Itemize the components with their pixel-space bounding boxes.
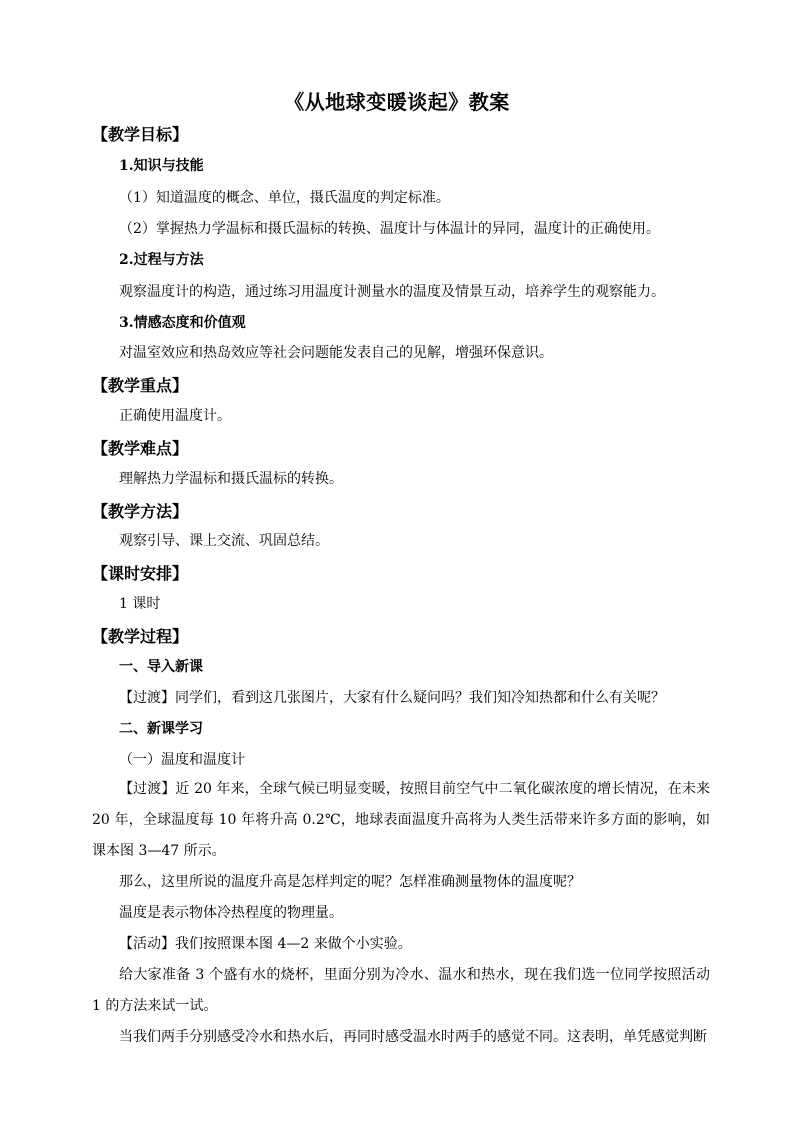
section-heading-process: 【教学过程】 [92,627,189,646]
activity-paragraph: 【活动】我们按照课本图 4—2 来做个小实验。 [119,936,412,952]
key-points-text: 正确使用温度计。 [119,408,231,424]
conclusion-paragraph: 当我们两手分别感受冷水和热水后，再同时感受温水时两手的感觉不同。这表明，单凭感觉判断 [119,1029,707,1045]
question-paragraph: 那么，这里所说的温度升高是怎样判定的呢？怎样准确测量物体的温度呢？ [119,874,581,890]
intro-transition-text: 【过渡】同学们，看到这几张图片，大家有什么疑问吗？我们知冷知热都和什么有关呢？ [119,690,665,706]
definition-paragraph: 温度是表示物体冷热程度的物理量。 [119,905,343,921]
objective-item-2: （2）掌握热力学温标和摄氏温标的转换、温度计与体温计的异同，温度计的正确使用。 [119,221,660,237]
experiment-paragraph: 给大家准备 3 个盛有水的烧杯，里面分别为冷水、温水和热水，现在我们选一位同学按照活动 1 的方法来试一试。 [92,967,710,1014]
subheading-attitude-values: 3.情感态度和价值观 [119,315,246,331]
subheading-process-method: 2.过程与方法 [119,252,204,268]
transition-paragraph: 【过渡】近 20 年来，全球气候已明显变暖，按照目前空气中二氧化碳浓度的增长情况，在未来 20 年，全球温度每 10 年将升高 0.2℃，地球表面温度升高将为人类生活带来许多方面的影响，如课本图 3—47 所示。 [92,781,710,859]
section-heading-objectives: 【教学目标】 [92,125,189,144]
section-heading-methods: 【教学方法】 [92,502,189,521]
subheading-knowledge-skills: 1.知识与技能 [119,158,204,174]
subheading-new-lesson: 二、新课学习 [119,721,203,737]
schedule-text: 1 课时 [119,596,161,612]
difficulties-text: 理解热力学温标和摄氏温标的转换。 [119,471,343,487]
section-heading-schedule: 【课时安排】 [92,564,189,583]
methods-text: 观察引导、课上交流、巩固总结。 [119,533,329,549]
attitude-values-text: 对温室效应和热岛效应等社会问题能发表自己的见解，增强环保意识。 [119,345,553,361]
subheading-intro: 一、导入新课 [119,659,203,675]
section-heading-difficulties: 【教学难点】 [92,439,189,458]
section-heading-key-points: 【教学重点】 [92,376,189,395]
objective-item-1: （1）知道温度的概念、单位，摄氏温度的判定标准。 [119,190,450,206]
process-method-text: 观察温度计的构造，通过练习用温度计测量水的温度及情景互动，培养学生的观察能力。 [119,284,665,300]
document-title: 《从地球变暖谈起》教案 [284,90,510,114]
subsection-temperature: （一）温度和温度计 [119,752,245,768]
